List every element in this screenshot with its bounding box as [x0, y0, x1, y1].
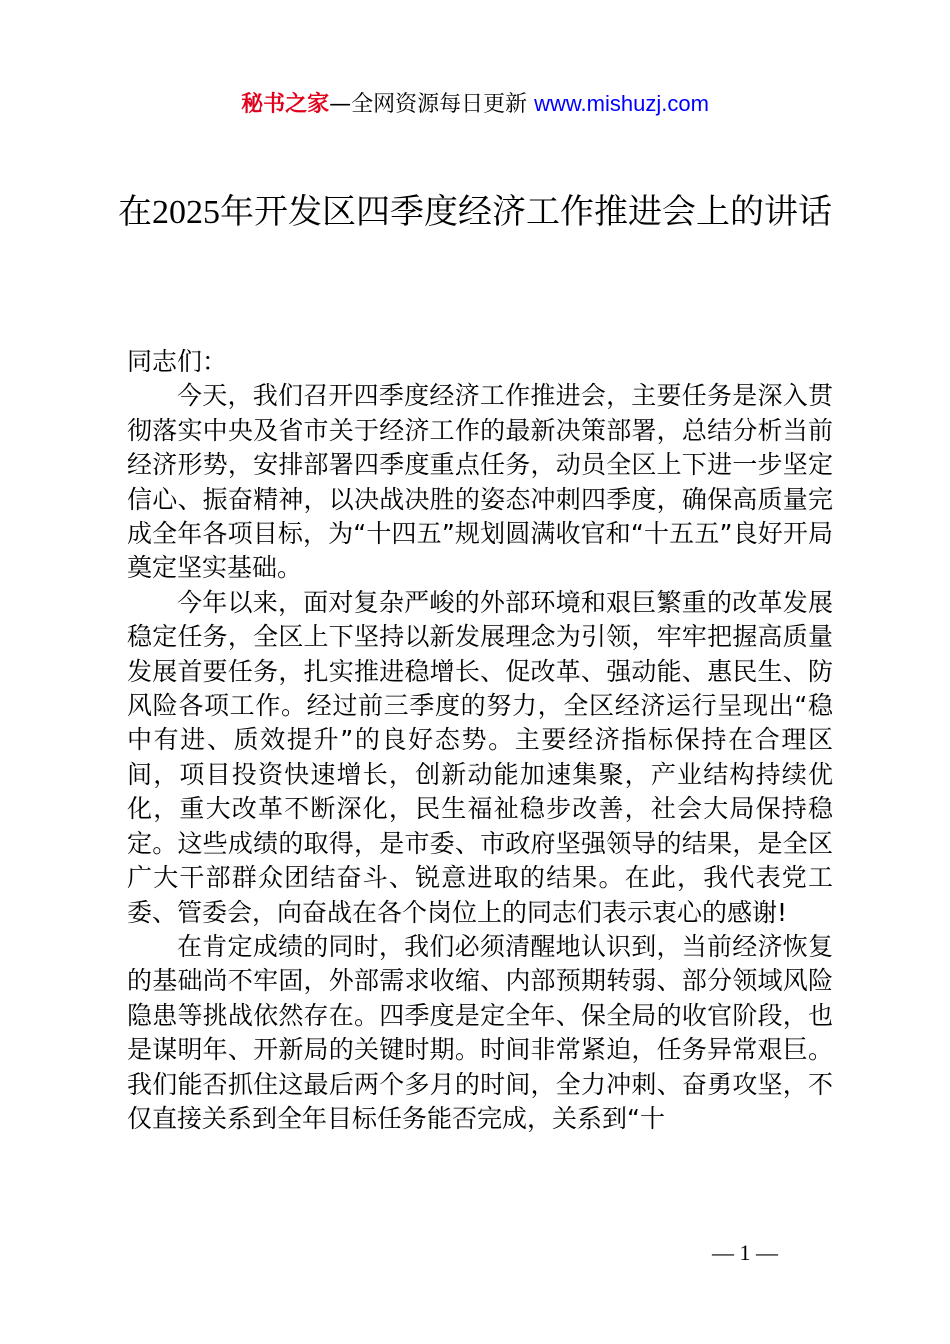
- document-body: [127, 345, 833, 1136]
- header-url-link[interactable]: www.mishuzj.com: [534, 91, 709, 116]
- page-number: — 1 —: [712, 1240, 778, 1265]
- salutation: 同志们：: [127, 347, 228, 376]
- page-header: [0, 88, 950, 121]
- header-tagline: —全网资源每日更新: [329, 92, 528, 117]
- title-year: 2025: [152, 194, 220, 231]
- paragraph: 今天，我们召开四季度经济工作推进会，主要任务是深入贯彻落实中央及省市关于经济工作的最新决策部署，总结分析当前经济形势，安排部署四季度重点任务，动员全区上下进一步坚定信心、振奋精神，以决战决胜的姿态冲刺四季度，确保高质量完成全年各项目标，为“十四五”规划圆满收官和“十五五”良好开局奠定坚实基础。: [127, 381, 833, 583]
- paragraph: 在肯定成绩的同时，我们必须清醒地认识到，当前经济恢复的基础尚不牢固，外部需求收缩、内部预期转弱、部分领域风险隐患等挑战依然存在。四季度是定全年、保全局的收官阶段，也是谋明年、开新局的关键时期。时间非常紧迫，任务异常艰巨。我们能否抓住这最后两个多月的时间，全力冲刺、奋勇攻坚，不仅直接关系到全年目标任务能否完成，关系到“十: [127, 931, 833, 1133]
- header-brand: 秘书之家: [241, 92, 330, 117]
- title-prefix: 在: [118, 192, 152, 232]
- title-suffix: 年开发区四季度经济工作推进会上的讲话: [220, 192, 832, 232]
- document-title: [110, 180, 840, 245]
- paragraph: 今年以来，面对复杂严峻的外部环境和艰巨繁重的改革发展稳定任务，全区上下坚持以新发展理念为引领，牢牢把握高质量发展首要任务，扎实推进稳增长、促改革、强动能、惠民生、防风险各项工作。经过前三季度的努力，全区经济运行呈现出“稳中有进、质效提升”的良好态势。主要经济指标保持在合理区间，项目投资快速增长，创新动能加速集聚，产业结构持续优化，重大改革不断深化，民生福祉稳步改善，社会大局保持稳定。这些成绩的取得，是市委、市政府坚强领导的结果，是全区广大干部群众团结奋斗、锐意进取的结果。在此，我代表党工委、管委会，向奋战在各个岗位上的同志们表示衷心的感谢!: [127, 587, 833, 927]
